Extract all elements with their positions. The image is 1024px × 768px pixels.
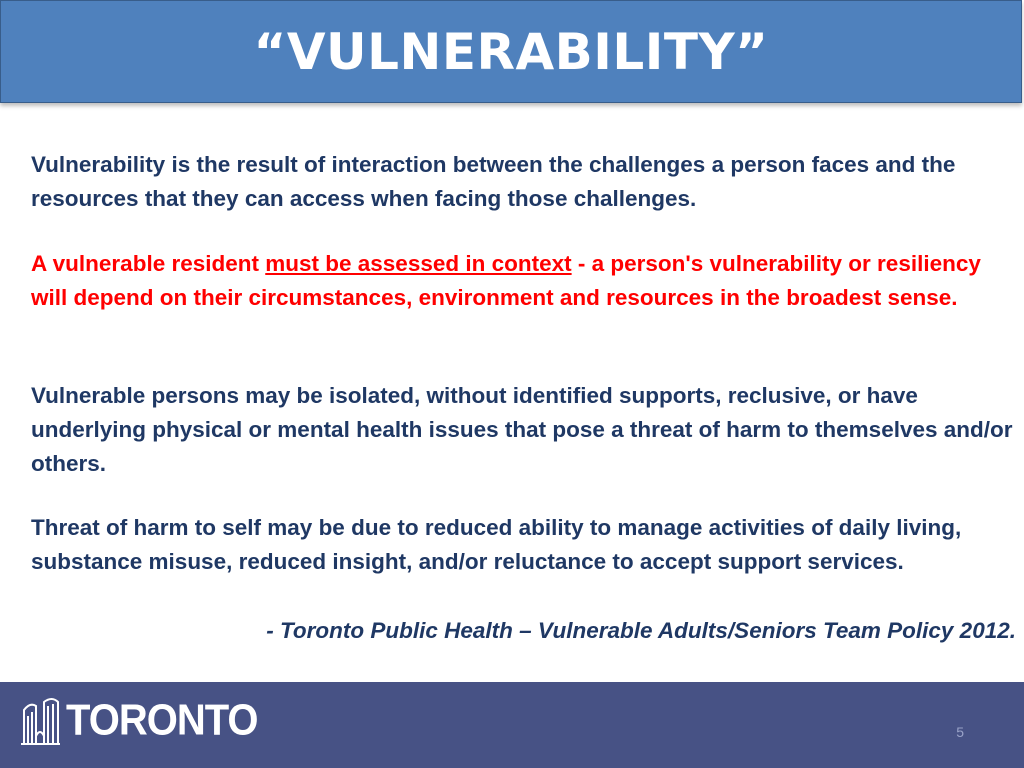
paragraph-vulnerable-persons: Vulnerable persons may be isolated, without identified supports, reclusive, or have underlying physical or mental health issues that pose a threat of harm to themselves and/or others. [31,383,1013,476]
context-underlined-text: must be assessed in context [265,251,572,276]
paragraph-definition: Vulnerability is the result of interaction between the challenges a person faces and the resources that they can access when facing those challenges. [31,152,956,211]
toronto-logo [20,693,258,748]
paragraph-threat-of-harm: Threat of harm to self may be due to reduced ability to manage activities of daily living, substance misuse, reduced insight, and/or reluctance to accept support services. [31,515,962,574]
title-bar [0,0,1022,103]
paragraph-context [31,247,1016,315]
slide-title: “VULNERABILITY” [253,22,769,81]
toronto-wordmark: TORONTO [66,695,258,745]
city-hall-icon [20,696,60,746]
context-text-pre: A vulnerable resident [31,251,266,276]
page-number: 5 [956,724,964,740]
context-text-post: - a person's vulnerability or resiliency will depend on their circumstances, environment and resources in the broadest sense. [31,251,981,310]
citation: - Toronto Public Health – Vulnerable Adults/Seniors Team Policy 2012. [266,618,1016,643]
